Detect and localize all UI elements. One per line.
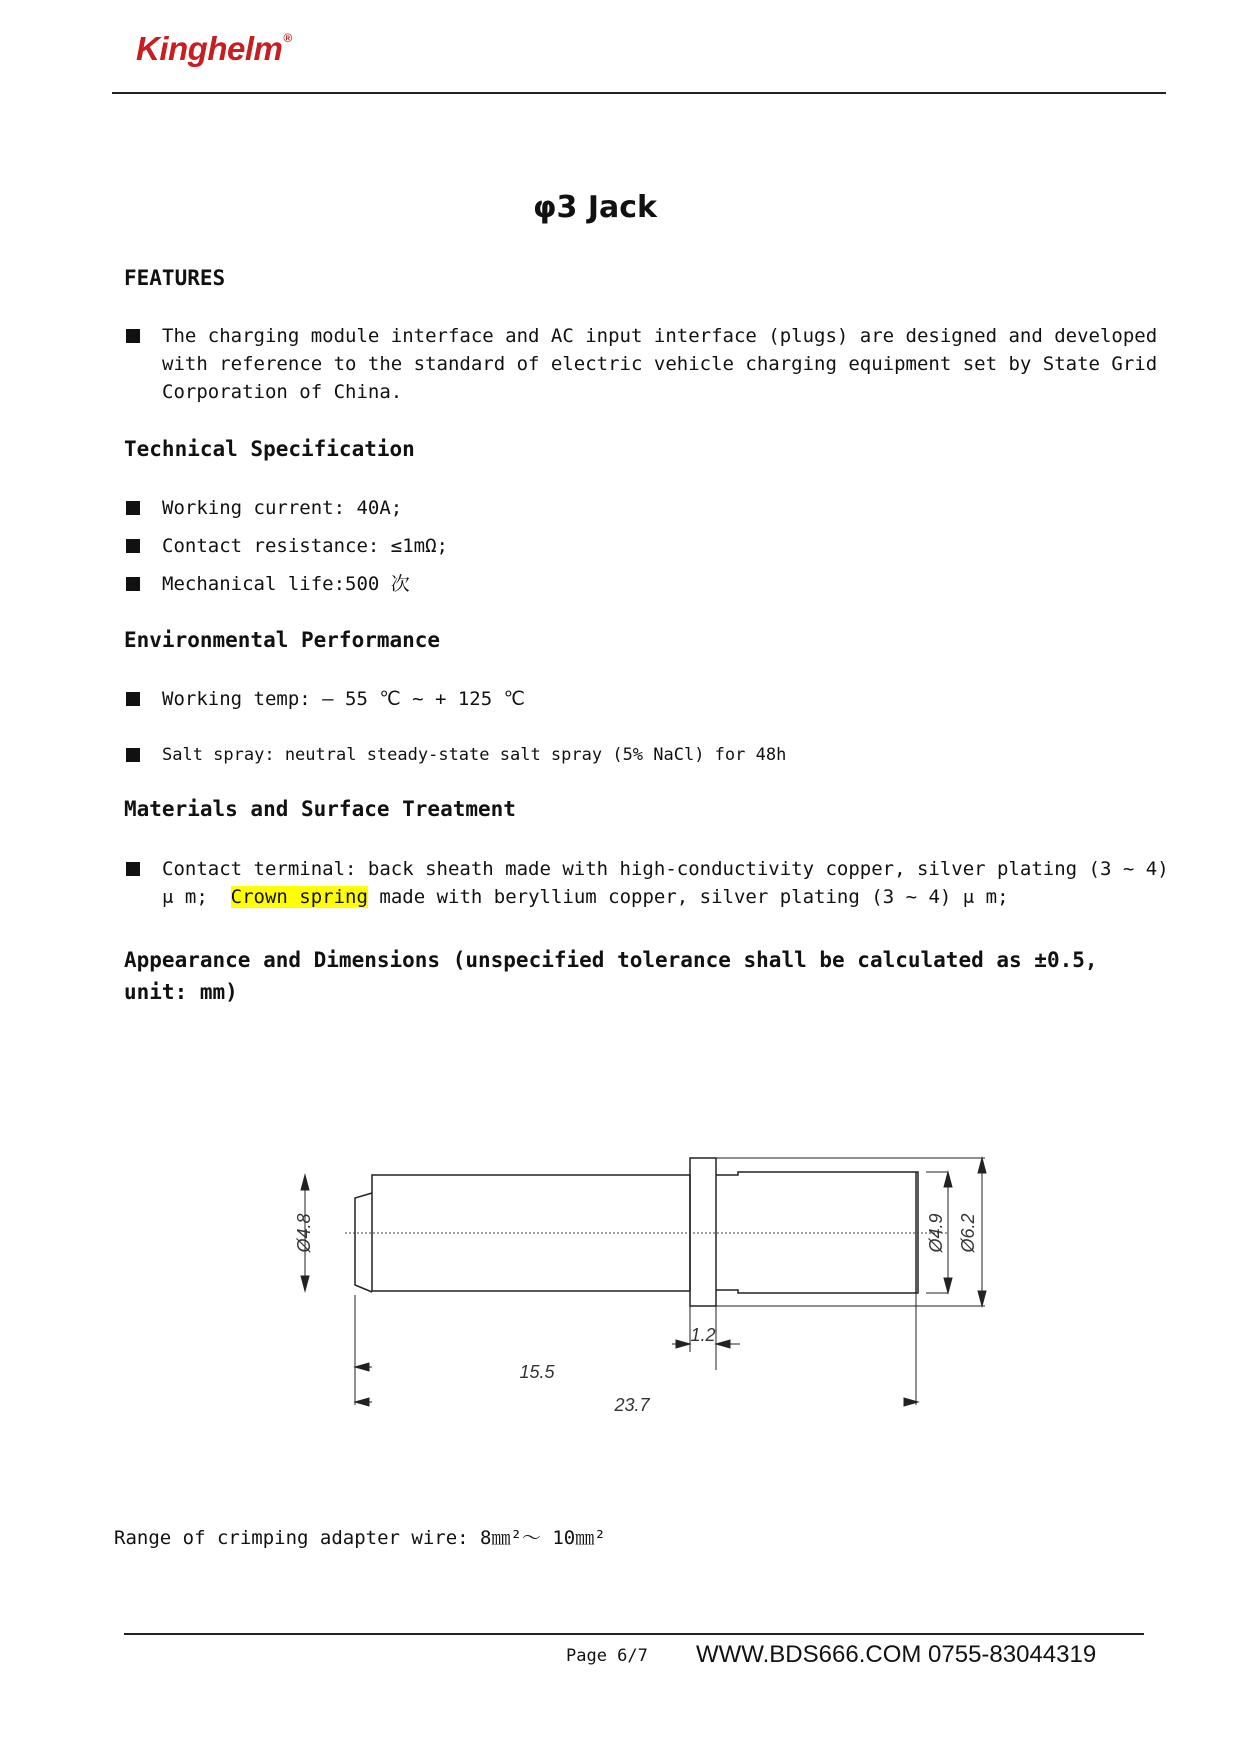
features-item-1: The charging module interface and AC input interface (plugs) are designed and developed with reference to the standard of electric vehicle charging equipment set by State Grid Corporation of China. [124,322,1174,412]
header-divider [112,92,1166,94]
arrow-icon [716,1340,730,1348]
arrow-icon [944,1278,952,1293]
materials-heading: Materials and Surface Treatment [124,797,516,821]
bullet-square-icon [126,748,140,762]
dimension-right-outer-diameter: Ø6.2 [958,1213,978,1253]
crimping-range-text: Range of crimping adapter wire: 8㎜²～ 10㎜² [114,1527,606,1549]
jack-collar [690,1158,716,1306]
appearance-heading: Appearance and Dimensions (unspecified tolerance shall be calculated as ±0.5, unit: mm) [124,948,1098,1004]
environmental-item-working-temp: Working temp: – 55 ℃ ~ + 125 ℃ [124,685,1174,713]
environmental-item-salt-spray: Salt spray: neutral steady-state salt spray (5% NaCl) for 48h [124,741,1174,769]
jack-dimension-drawing [260,1140,1020,1440]
dimension-collar-width: 1.2 [690,1325,716,1345]
technical-spec-heading: Technical Specification [124,437,415,461]
features-heading: FEATURES [124,266,226,290]
technical-item-mechanical-life: Mechanical life:500 次 [124,570,1174,598]
arrow-icon [301,1276,309,1291]
bullet-square-icon [126,329,140,343]
page-number: Page 6/7 [566,1646,648,1666]
bullet-square-icon [126,862,140,876]
bullet-square-icon [126,577,140,591]
kinghelm-logo: Kinghelm® [136,30,292,67]
environmental-heading: Environmental Performance [124,628,441,652]
bullet-square-icon [126,692,140,706]
dimension-right-inner-diameter: Ø4.9 [926,1213,946,1253]
arrow-icon [978,1291,986,1306]
arrow-icon [978,1158,986,1173]
arrow-icon [944,1172,952,1187]
footer-divider [124,1633,1144,1635]
arrow-icon [355,1363,369,1371]
technical-item-contact-resistance: Contact resistance: ≤1mΩ; [124,532,1174,560]
materials-item-contact-terminal: Contact terminal: back sheath made with high-conductivity copper, silver plating (3 ~ 4) μ m; Crown spring made with beryllium copper, silver plating (3 ~ 4) μ m; [124,855,1174,915]
arrow-icon [301,1175,309,1190]
highlighted-text: Crown spring [230,886,368,908]
jack-tip-outline [355,1193,372,1292]
dimension-total-length: 23.7 [614,1395,650,1415]
dimension-left-diameter: Ø4.8 [294,1213,314,1253]
technical-item-working-current: Working current: 40A; [124,494,1174,522]
document-title: φ3 Jack [533,190,657,225]
bullet-square-icon [126,539,140,553]
bullet-square-icon [126,501,140,515]
arrow-icon [355,1398,369,1406]
arrow-icon [676,1340,690,1348]
footer-contact: WWW.BDS666.COM 0755-83044319 [696,1641,1097,1668]
dimension-length-to-collar: 15.5 [519,1362,555,1382]
